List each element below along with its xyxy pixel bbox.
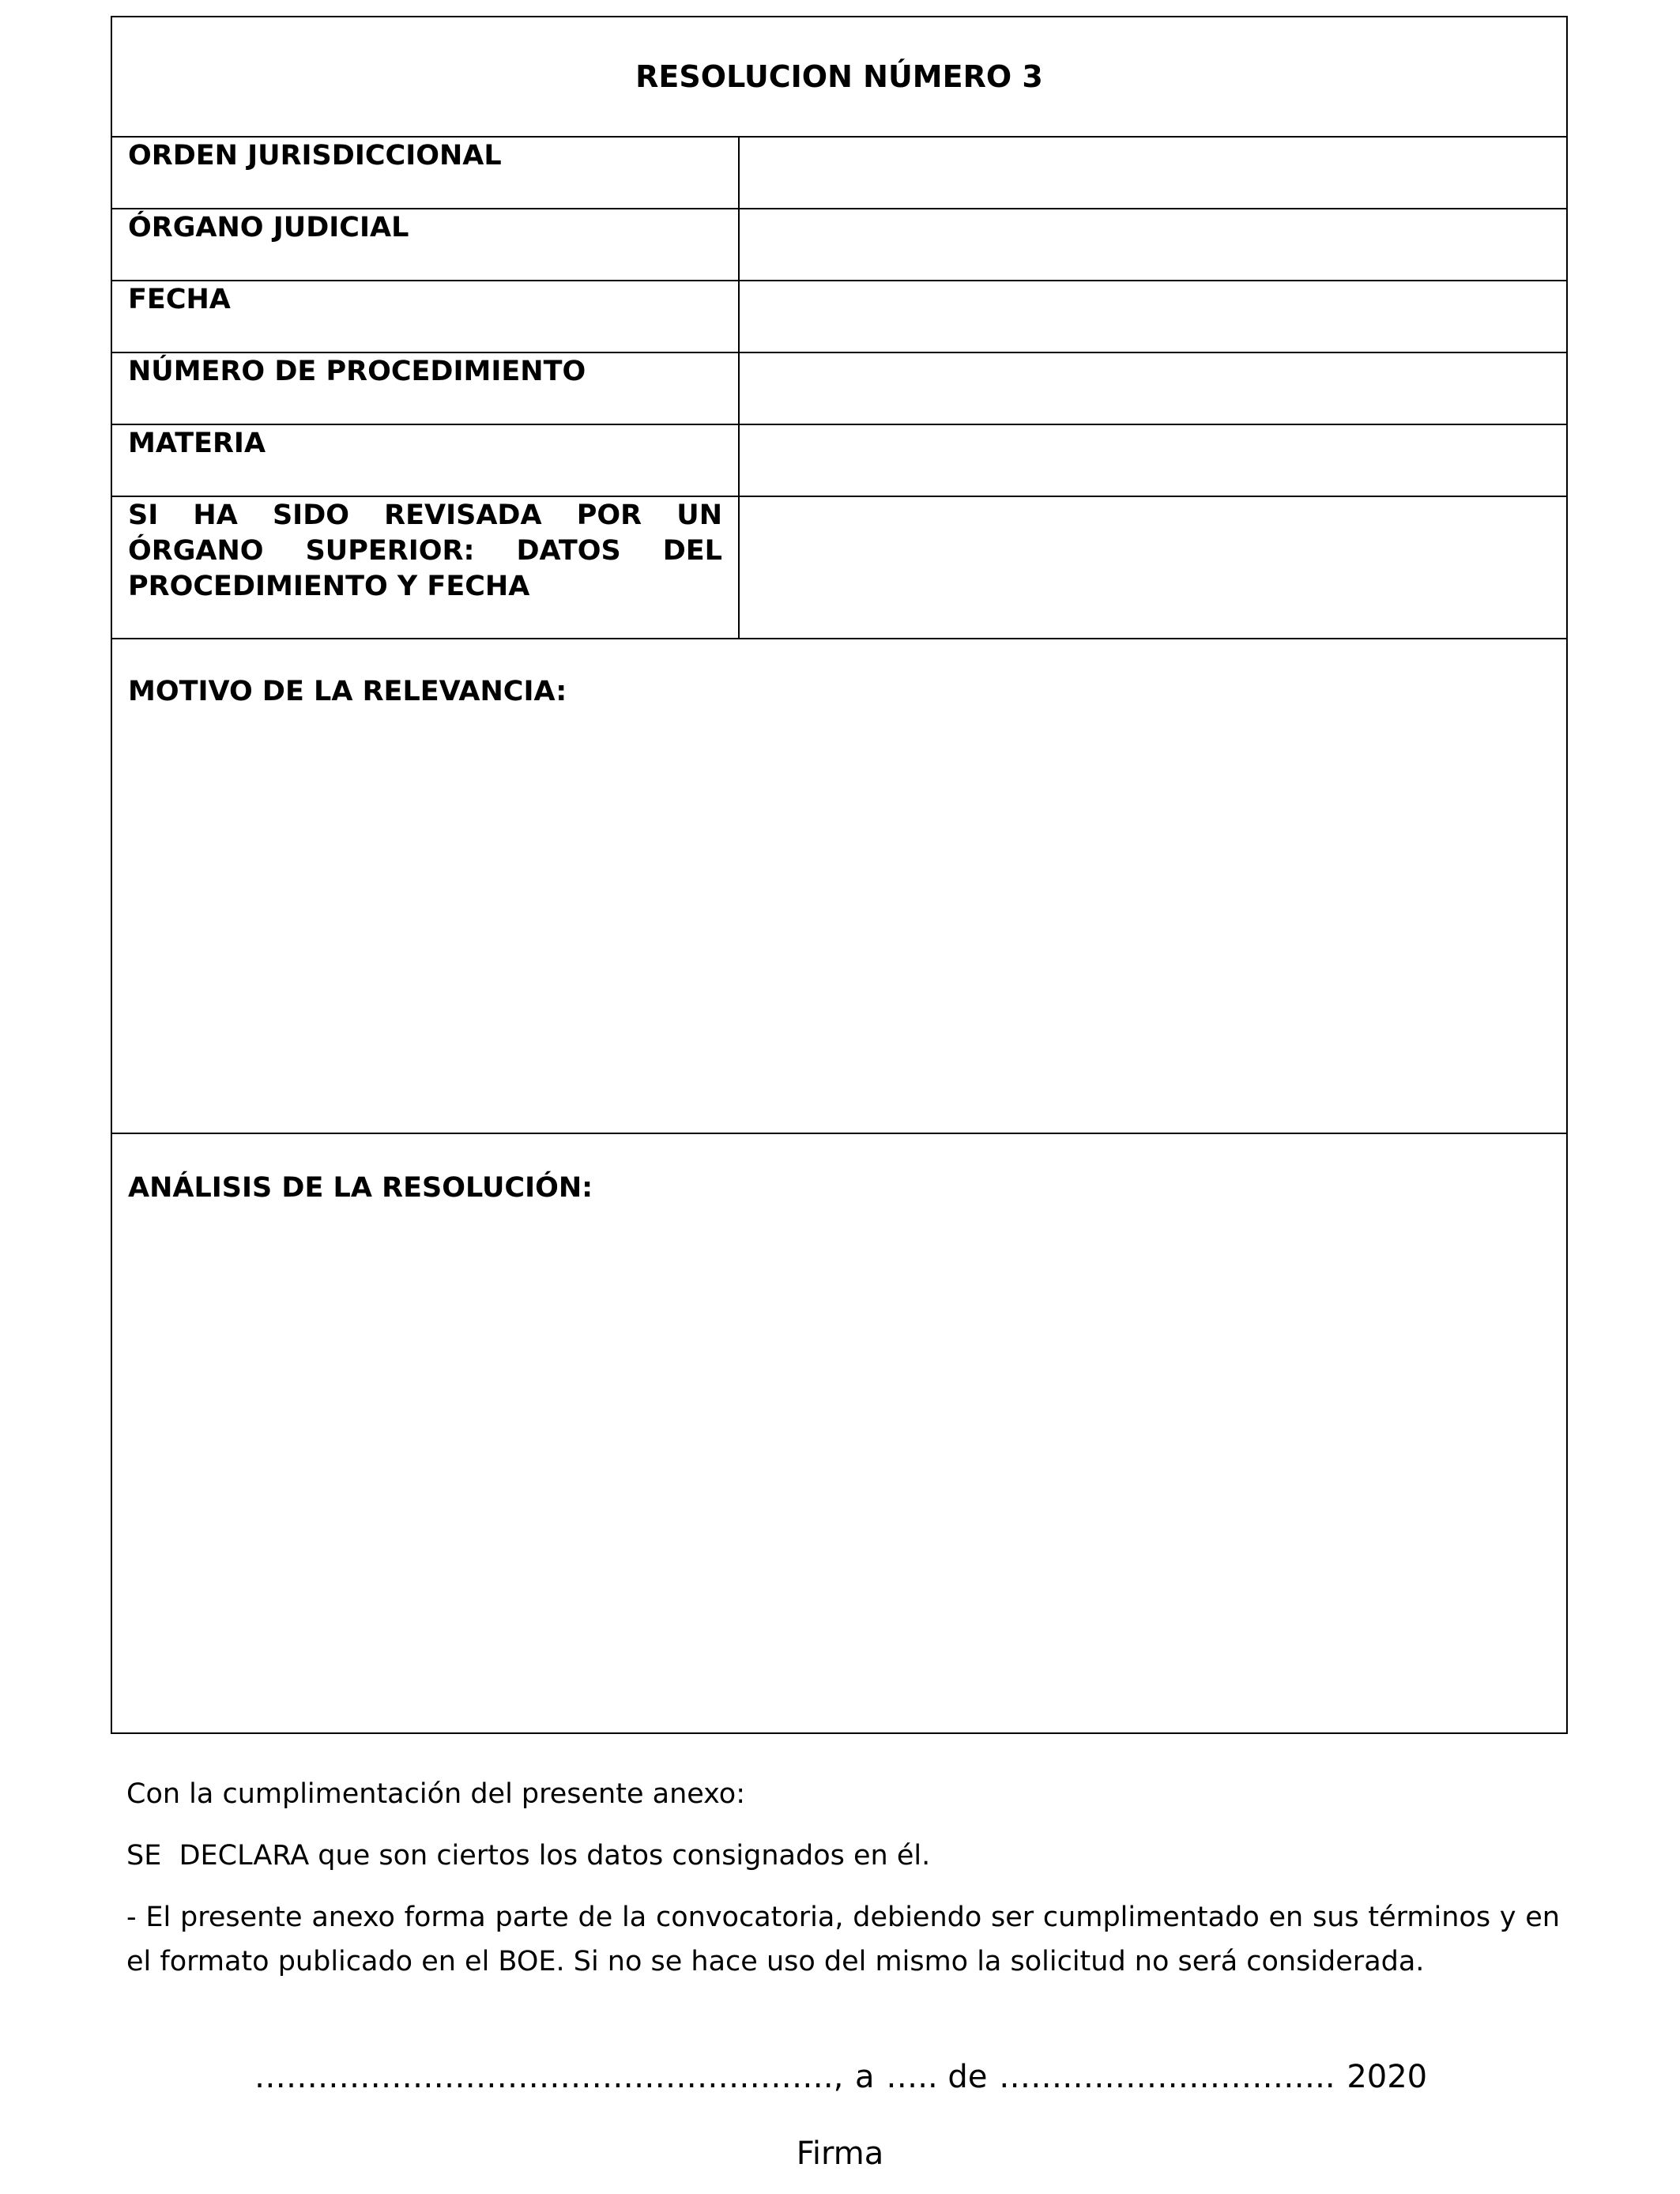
- field-value-fecha[interactable]: [741, 281, 1566, 352]
- field-label-materia: MATERIA: [128, 428, 266, 459]
- field-value-revision-superior[interactable]: [741, 497, 1566, 638]
- date-day-blank: ….. de: [886, 2059, 988, 2095]
- resolution-form-table: [111, 16, 1568, 1734]
- field-label-numero-procedimiento: NÚMERO DE PROCEDIMIENTO: [128, 356, 586, 387]
- field-value-organo-judicial[interactable]: [741, 209, 1566, 280]
- field-label-revision-superior: SI HA SIDO REVISADA POR UN ÓRGANO SUPERIOR: DATOS DEL PROCEDIMIENTO Y FECHA: [128, 499, 722, 602]
- signature-label: Firma: [796, 2136, 884, 2172]
- date-year: 2020: [1347, 2059, 1428, 2095]
- relevance-label: MOTIVO DE LA RELEVANCIA:: [128, 676, 567, 707]
- row-divider: [112, 638, 1566, 639]
- footer-declaration: SE DECLARA que son ciertos los datos consignados en él.: [126, 1840, 931, 1872]
- field-value-orden-jurisdiccional[interactable]: [741, 138, 1566, 208]
- analysis-text-area[interactable]: [128, 1213, 1550, 1719]
- row-divider: [112, 1133, 1566, 1134]
- analysis-label: ANÁLISIS DE LA RESOLUCIÓN:: [128, 1172, 593, 1204]
- field-label-fecha: FECHA: [128, 284, 231, 315]
- date-place-blank: ……………………………………………….,: [254, 2059, 844, 2095]
- field-label-orden-jurisdiccional: ORDEN JURISDICCIONAL: [128, 140, 502, 172]
- form-title: RESOLUCION NÚMERO 3: [635, 59, 1043, 94]
- date-place-line: [0, 2057, 1680, 2097]
- footer-note: - El presente anexo forma parte de la convocatoria, debiendo ser cumplimentado en sus términos y en el formato publicado en el BOE. Si no se hace uso del mismo la solicitud no será considerada.: [126, 1902, 1560, 1977]
- column-divider: [738, 136, 740, 638]
- field-value-numero-procedimiento[interactable]: [741, 353, 1566, 424]
- date-month-blank: …………………………..: [999, 2059, 1335, 2095]
- relevance-text-area[interactable]: [128, 717, 1550, 1120]
- field-label-organo-judicial: ÓRGANO JUDICIAL: [128, 212, 409, 243]
- footer-intro: Con la cumplimentación del presente anexo:: [126, 1778, 746, 1810]
- field-value-materia[interactable]: [741, 425, 1566, 496]
- date-a: a: [855, 2059, 875, 2095]
